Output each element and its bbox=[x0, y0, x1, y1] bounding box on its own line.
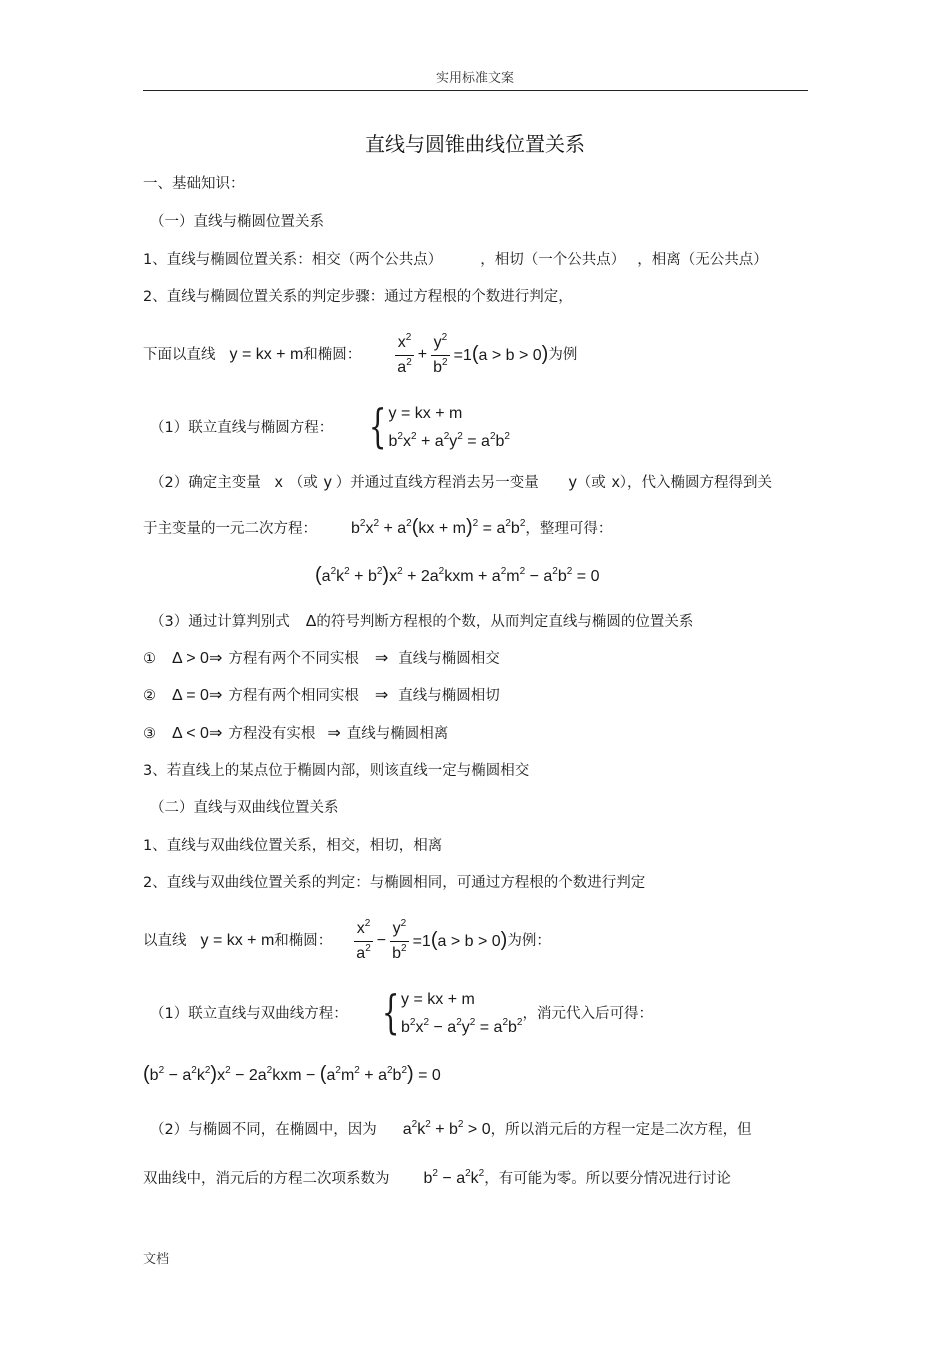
eq-hyperbola-quadratic: $(b^2 - a^2k^2)x^2 - 2a^2kxm - (a^2m^2 + a^2b^2) = 0$ bbox=[143, 1063, 441, 1085]
subsection-ellipse: （一）直线与椭圆位置关系 bbox=[150, 214, 324, 230]
para-hyperbola-relations: 1、直线与双曲线位置关系，相交，相切，相离 bbox=[143, 838, 443, 854]
frac-x2-a2-h: $\frac{x^2}{a^2}$ bbox=[353, 919, 373, 964]
para-hyperbola-example: 以直线 y = kx + m 和椭圆： $\frac{x^2}{a^2}$ − $\frac{y^2}{b^2}$ =1(a > b > 0) 为例： bbox=[143, 917, 551, 962]
para-hyperbola-coef: 双曲线中，消元后的方程二次项系数为 $b^2 - a^2k^2$，有可能为零。所以要分情况进行讨论 bbox=[143, 1168, 731, 1187]
frac-y2-b2: $\frac{y^2}{b^2}$ bbox=[430, 333, 450, 378]
page-footer: 文档 bbox=[143, 1252, 170, 1267]
ellipse-system: { y = kx + m $b^2x^2 + a^2y^2 = a^2b^2$ bbox=[369, 399, 510, 453]
section-basics: 一、基础知识： bbox=[143, 176, 245, 192]
para-quadratic: 于主变量的一元二次方程： $b^2x^2 + a^2(kx + m)^2 = a^2b^2$，整理可得： bbox=[143, 516, 613, 538]
para-ellipse-relations: 1、直线与椭圆位置关系：相交（两个公共点） ，相切（一个公共点） ，相离（无公共点） bbox=[143, 252, 768, 268]
para-main-variable: （2）确定主变量 x （或 y ）并通过直线方程消去另一变量 y（或 x），代入椭圆方程得到关 bbox=[150, 474, 772, 491]
page-title: 直线与圆锥曲线位置关系 bbox=[365, 132, 585, 156]
header-divider bbox=[143, 90, 808, 91]
para-ellipse-system: （1）联立直线与椭圆方程： { y = kx + m $b^2x^2 + a^2y^2 = a^2b^2$ bbox=[150, 400, 510, 456]
para-hyperbola-judge: 2、直线与双曲线位置关系的判定：与椭圆相同，可通过方程根的个数进行判定 bbox=[143, 875, 646, 891]
page-header: 实用标准文案 bbox=[435, 71, 514, 86]
subsection-hyperbola: （二）直线与双曲线位置关系 bbox=[150, 800, 339, 816]
para-ellipse-example: 下面以直线 y = kx + m 和椭圆： $\frac{x^2}{a^2}$ + $\frac{y^2}{b^2}$ =1(a > b > 0) 为例 bbox=[143, 331, 578, 376]
frac-x2-a2: $\frac{x^2}{a^2}$ bbox=[394, 333, 414, 378]
eq-ellipse-quadratic: $(a^2k^2 + b^2)x^2 + 2a^2kxm + a^2m^2 - a^2b^2 = 0$ bbox=[315, 564, 600, 586]
para-difference: （2）与椭圆不同，在椭圆中，因为 $a^2k^2 + b^2 > 0$，所以消元后的方程一定是二次方程，但 bbox=[150, 1119, 752, 1138]
para-ellipse-steps: 2、直线与椭圆位置关系的判定步骤：通过方程根的个数进行判定， bbox=[143, 289, 573, 305]
para-inside-point: 3、若直线上的某点位于椭圆内部，则该直线一定与椭圆相交 bbox=[143, 763, 530, 779]
case-intersect: ① Δ > 0⇒ 方程有两个不同实根 ⇒ 直线与椭圆相交 bbox=[143, 650, 500, 667]
case-separate: ③ Δ < 0⇒ 方程没有实根 ⇒ 直线与椭圆相离 bbox=[143, 725, 449, 742]
para-discriminant: （3）通过计算判别式 Δ的符号判断方程根的个数，从而判定直线与椭圆的位置关系 bbox=[150, 613, 694, 630]
hyperbola-system: { y = kx + m $b^2x^2 - a^2y^2 = a^2b^2$ bbox=[381, 985, 523, 1039]
para-hyperbola-system: （1）联立直线与双曲线方程： { y = kx + m $b^2x^2 - a^2y^2 = a^2b^2$ ，消元代入后可得： bbox=[150, 986, 653, 1042]
case-tangent: ② Δ = 0⇒ 方程有两个相同实根 ⇒ 直线与椭圆相切 bbox=[143, 687, 500, 704]
frac-y2-b2-h: $\frac{y^2}{b^2}$ bbox=[389, 919, 409, 964]
